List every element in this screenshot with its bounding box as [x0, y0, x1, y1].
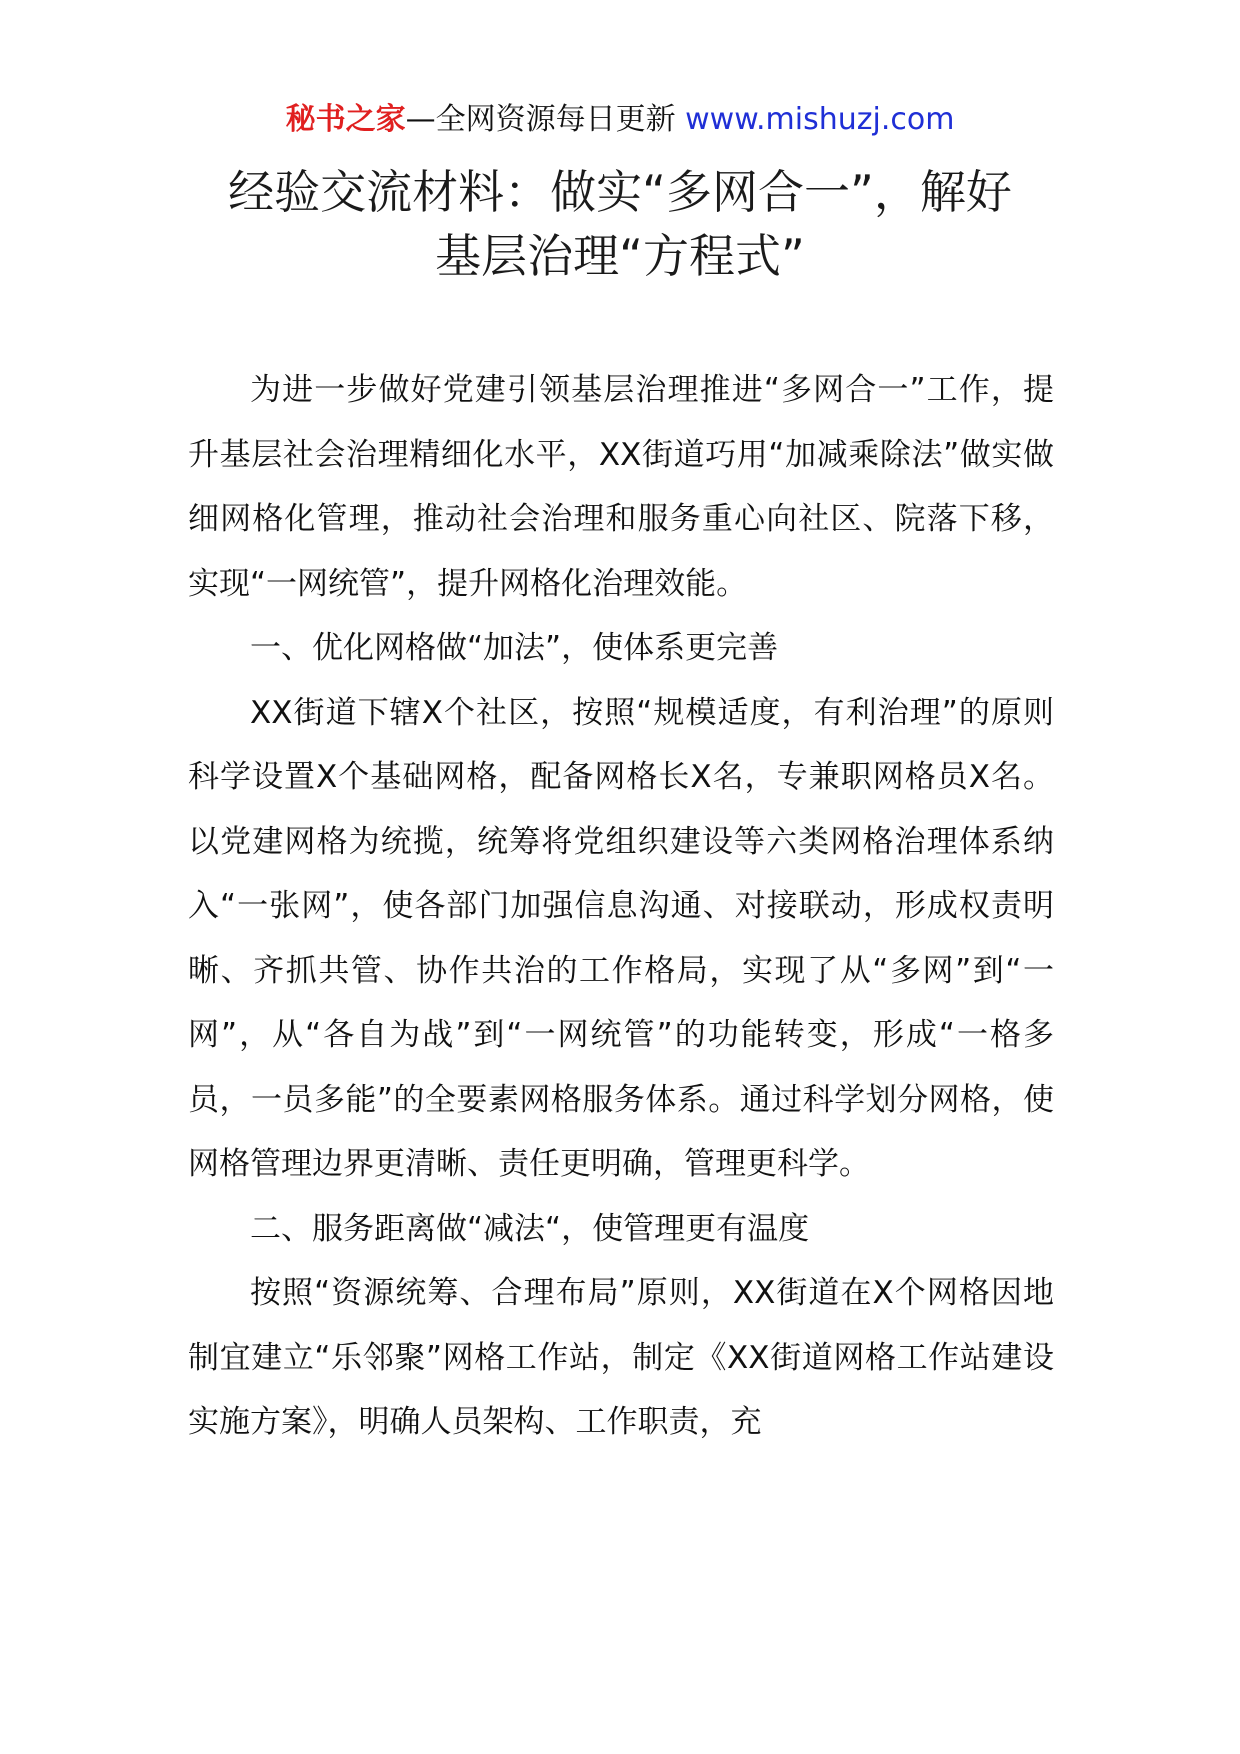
section-heading-1: 一、优化网格做“加法”，使体系更完善 — [250, 630, 779, 666]
document-body — [188, 358, 1054, 1455]
section-2-paragraph: 按照“资源统筹、合理布局”原则，XX街道在X个网格因地制宜建立“乐邻聚”网格工作站，制定《XX街道网格工作站建设实施方案》，明确人员架构、工作职责，充 — [188, 1275, 1054, 1440]
banner-url-link[interactable]: www.mishuzj.com — [685, 102, 955, 137]
title-line-2: 基层治理“方程式” — [435, 229, 805, 283]
section-1-paragraph: XX街道下辖X个社区，按照“规模适度，有利治理”的原则科学设置X个基础网格，配备网格长X名，专兼职网格员X名。以党建网格为统揽，统筹将党组织建设等六类网格治理体系纳入“一张网”，使各部门加强信息沟通、对接联动，形成权责明晰、齐抓共管、协作共治的工作格局，实现了从“多网”到“一网”，从“各自为战”到“一网统管”的功能转变，形成“一格多员，一员多能”的全要素网格服务体系。通过科学划分网格，使网格管理边界更清晰、责任更明确，管理更科学。 — [188, 694, 1054, 1182]
section-heading-2: 二、服务距离做“减法“，使管理更有温度 — [250, 1210, 810, 1247]
banner-brand: 秘书之家 — [285, 102, 406, 137]
title-line-1: 经验交流材料：做实“多网合一”，解好 — [228, 165, 1012, 219]
document-title — [150, 160, 1090, 288]
banner-tagline: —全网资源每日更新 — [405, 102, 686, 137]
intro-paragraph: 为进一步做好党建引领基层治理推进“多网合一”工作，提升基层社会治理精细化水平，XX街道巧用“加减乘除法”做实做细网格化管理，推动社会治理和服务重心向社区、院落下移，实现“一网统管”，提升网格化治理效能。 — [188, 372, 1054, 602]
site-banner — [0, 98, 1240, 142]
